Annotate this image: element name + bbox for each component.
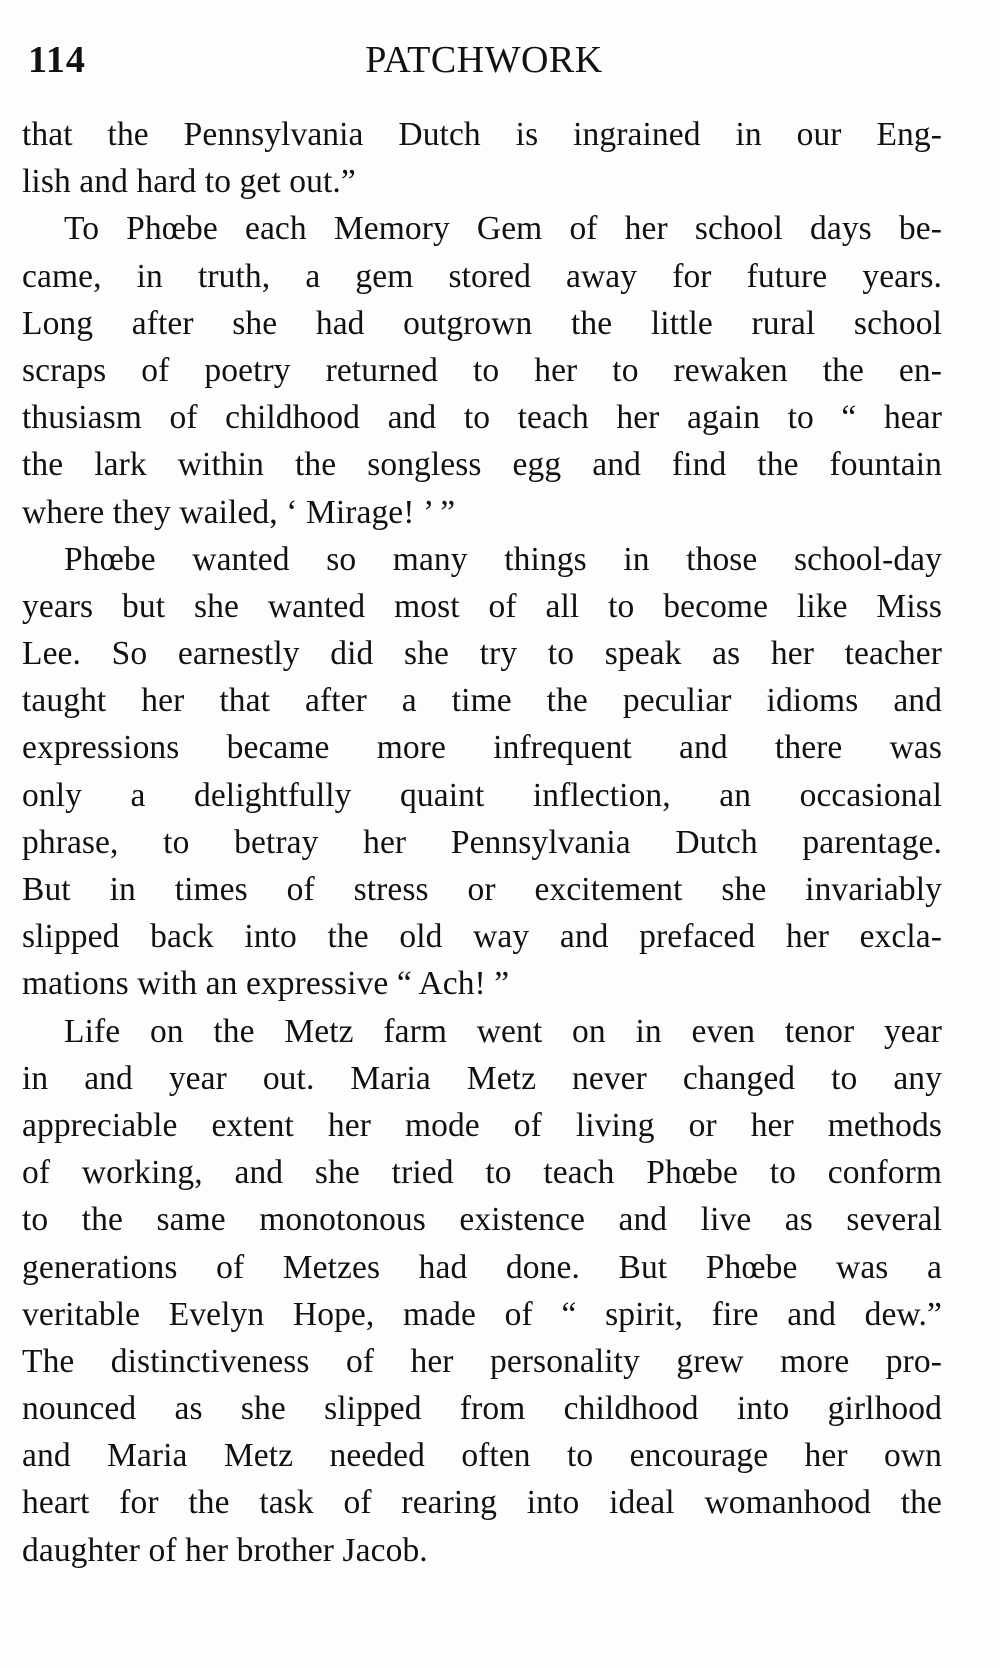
text-line: But in times of stress or excitement she invariably — [22, 871, 942, 908]
text-line: Life on the Metz farm went on in even tenor year — [64, 1012, 942, 1050]
text-line: expressions became more infrequent and there was — [22, 729, 942, 767]
text-line: Lee. So earnestly did she try to speak as her teacher — [22, 635, 942, 673]
text-line: veritable Evelyn Hope, made of “ spirit, fire and dew.” — [22, 1295, 942, 1333]
text-line: Phœbe wanted so many things in those school-day — [64, 540, 942, 578]
text-line: heart for the task of rearing into ideal womanhood the — [22, 1484, 942, 1522]
text-line: in and year out. Maria Metz never changed to any — [22, 1059, 942, 1097]
running-head — [24, 38, 944, 88]
text-line: the lark within the songless egg and find the fountain — [22, 446, 942, 484]
text-line: slipped back into the old way and prefaced her excla- — [22, 918, 942, 956]
page-number: 114 — [28, 39, 86, 81]
text-line: lish and hard to get out.” — [22, 163, 356, 201]
text-line: scraps of poetry returned to her to rewaken the en- — [22, 351, 942, 389]
text-line: appreciable extent her mode of living or her methods — [22, 1106, 942, 1144]
text-line: years but she wanted most of all to become like Miss — [22, 587, 942, 625]
text-line: only a delightfully quaint inflection, an occasional — [22, 776, 942, 814]
text-line: mations with an expressive “ Ach! ” — [22, 965, 510, 1003]
text-line: came, in truth, a gem stored away for future years. — [22, 257, 942, 295]
text-line: generations of Metzes had done. But Phœbe was a — [22, 1248, 942, 1286]
text-line: thusiasm of childhood and to teach her again to “ hear — [22, 399, 942, 437]
text-line: The distinctiveness of her personality grew more pro- — [22, 1342, 942, 1380]
text-line: that the Pennsylvania Dutch is ingrained in our Eng- — [22, 116, 942, 153]
text-line: daughter of her brother Jacob. — [22, 1531, 428, 1569]
running-title: PATCHWORK — [365, 39, 603, 81]
text-line: phrase, to betray her Pennsylvania Dutch parentage. — [22, 823, 942, 861]
text-line: nounced as she slipped from childhood into girlhood — [22, 1390, 942, 1428]
text-line: of working, and she tried to teach Phœbe to conform — [22, 1154, 942, 1192]
text-line: Long after she had outgrown the little rural school — [22, 304, 942, 342]
text-line: where they wailed, ‘ Mirage! ’ ” — [22, 493, 456, 531]
body-text — [22, 111, 942, 1574]
text-line: and Maria Metz needed often to encourage her own — [22, 1437, 942, 1475]
text-line: to the same monotonous existence and live as several — [22, 1201, 942, 1239]
text-line: To Phœbe each Memory Gem of her school days be- — [64, 210, 942, 248]
text-line: taught her that after a time the peculiar idioms and — [22, 682, 942, 720]
